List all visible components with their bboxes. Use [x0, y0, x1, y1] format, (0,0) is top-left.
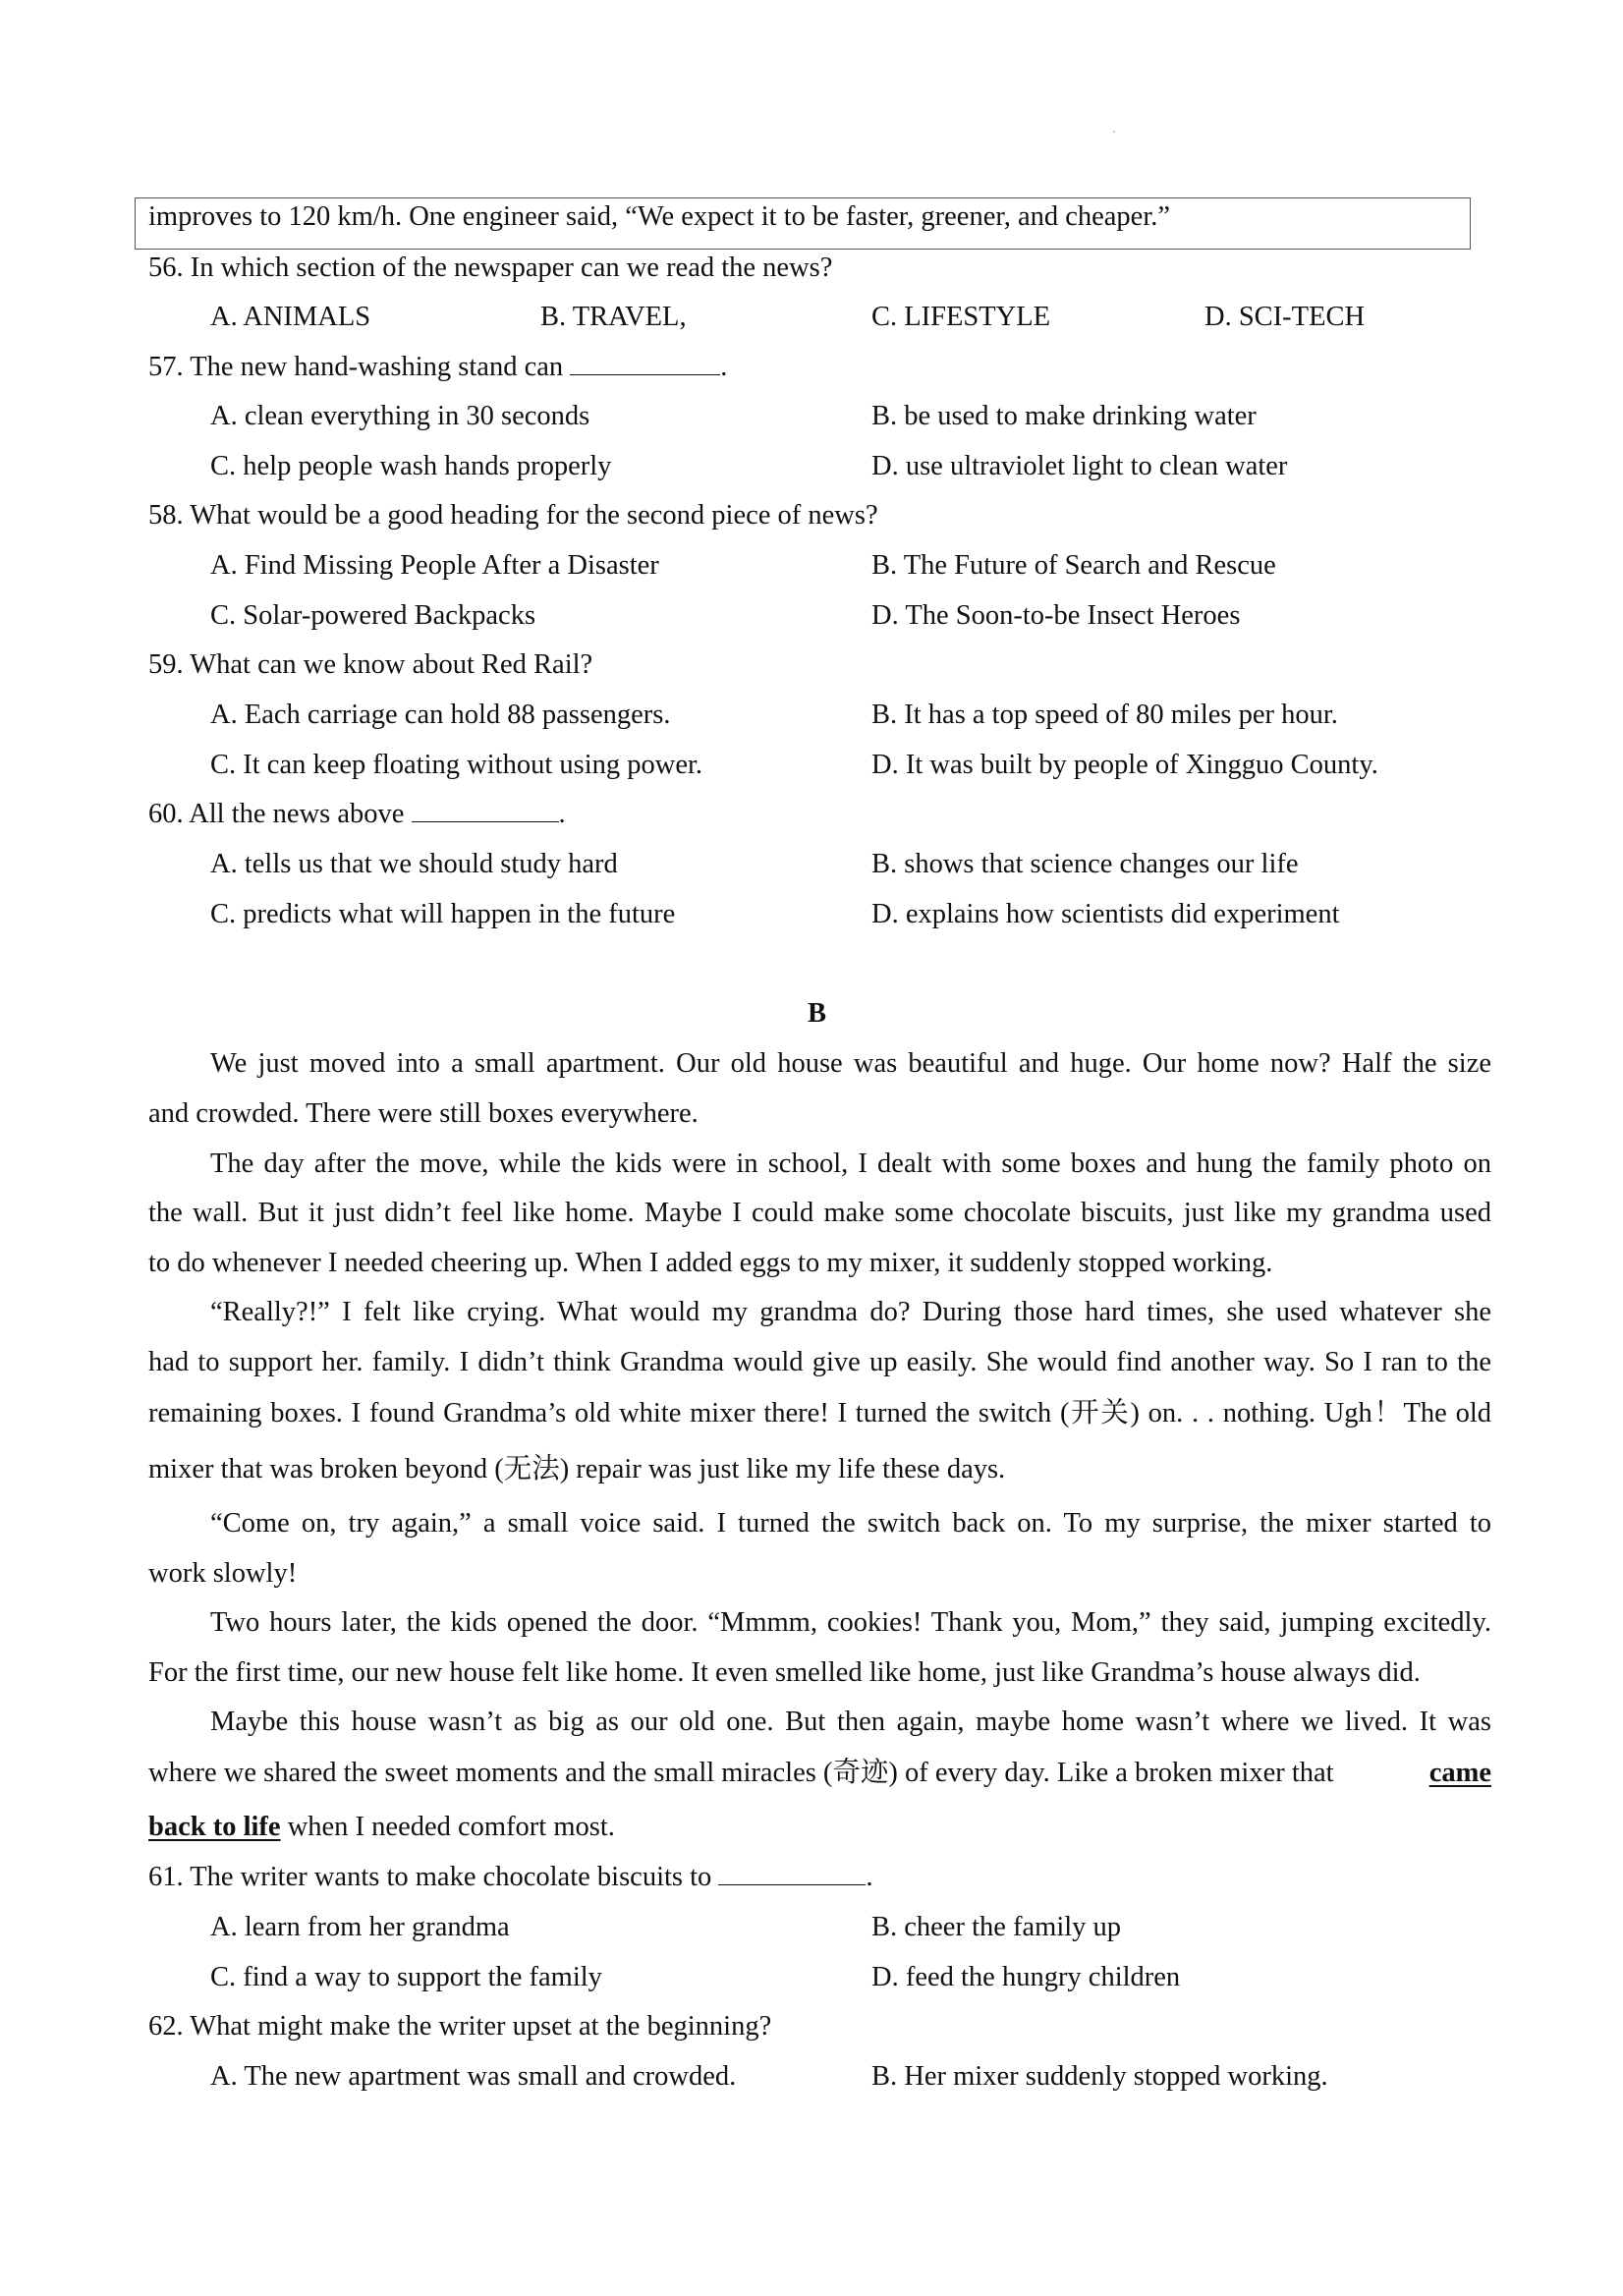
question-57-option-b: B. be used to make drinking water: [871, 401, 1257, 431]
question-61-option-a: A. learn from her grandma: [210, 1912, 510, 1942]
passage-line-4: the wall. But it just didn’t feel like home. Maybe I could make some chocolate biscuits, just like my grandma used: [148, 1198, 1491, 1228]
question-59-option-c: C. It can keep floating without using power.: [210, 750, 703, 780]
question-60-option-c: C. predicts what will happen in the future: [210, 899, 676, 929]
question-59-stem: 59. What can we know about Red Rail?: [148, 649, 593, 680]
news-box-text: improves to 120 km/h. One engineer said, “We expect it to be faster, greener, and cheaper.”: [148, 201, 1171, 232]
passage-line-1: We just moved into a small apartment. Our old house was beautiful and huge. Our home now? Half the size: [210, 1048, 1491, 1079]
question-58-option-b: B. The Future of Search and Rescue: [871, 550, 1276, 581]
question-60-stem: [148, 797, 566, 832]
question-58-option-a: A. Find Missing People After a Disaster: [210, 550, 659, 581]
question-58-option-c: C. Solar-powered Backpacks: [210, 600, 536, 631]
passage-line-15-text: where we shared the sweet moments and the small miracles (奇迹) of every day. Like a broken mixer that: [148, 1758, 1341, 1788]
section-heading: B: [808, 998, 827, 1029]
question-56-option-a: A. ANIMALS: [210, 302, 371, 332]
question-61-option-b: B. cheer the family up: [871, 1912, 1122, 1942]
question-56-option-d: D. SCI-TECH: [1204, 302, 1366, 332]
passage-line-9: mixer that was broken beyond (无法) repair was just like my life these days.: [148, 1454, 1006, 1484]
passage-line-5: to do whenever I needed cheering up. When I added eggs to my mixer, it suddenly stopped working.: [148, 1248, 1273, 1278]
question-59-option-a: A. Each carriage can hold 88 passengers.: [210, 700, 671, 730]
underlined-phrase-part-1: came: [1428, 1758, 1491, 1788]
passage-line-13: For the first time, our new house felt like home. It even smelled like home, just like Grandma’s house always did.: [148, 1657, 1421, 1688]
answer-blank: [718, 1861, 866, 1885]
question-56-option-c: C. LIFESTYLE: [871, 302, 1051, 332]
question-60-option-d: D. explains how scientists did experiment: [871, 899, 1340, 929]
question-57-stem: [148, 350, 727, 385]
passage-line-11: work slowly!: [148, 1558, 298, 1589]
passage-line-14: Maybe this house wasn’t as big as our old one. But then again, maybe home wasn’t where we lived. It was: [210, 1707, 1491, 1737]
question-60-option-a: A. tells us that we should study hard: [210, 849, 618, 879]
question-60-option-b: B. shows that science changes our life: [871, 849, 1299, 879]
passage-line-16: [148, 1810, 615, 1845]
underlined-phrase-part-2: back to life: [148, 1812, 281, 1842]
question-60-stem-text: 60. All the news above: [148, 799, 412, 829]
question-58-option-d: D. The Soon-to-be Insect Heroes: [871, 600, 1241, 631]
question-62-option-a: A. The new apartment was small and crowded.: [210, 2061, 737, 2092]
question-61-stem: [148, 1860, 873, 1895]
passage-line-2: and crowded. There were still boxes everywhere.: [148, 1098, 699, 1129]
scan-dot: [1113, 131, 1115, 133]
question-57-option-c: C. help people wash hands properly: [210, 451, 612, 481]
question-57-option-d: D. use ultraviolet light to clean water: [871, 451, 1288, 481]
question-59-option-b: B. It has a top speed of 80 miles per hour.: [871, 700, 1338, 730]
question-56-option-b: B. TRAVEL,: [540, 302, 687, 332]
passage-line-3: The day after the move, while the kids were in school, I dealt with some boxes and hung the family photo on: [210, 1148, 1491, 1179]
passage-line-16-text: when I needed comfort most.: [280, 1812, 615, 1842]
question-60-stem-end: .: [558, 799, 566, 829]
question-61-stem-end: .: [866, 1862, 873, 1892]
question-56-stem: 56. In which section of the newspaper can we read the news?: [148, 252, 833, 283]
passage-line-12: Two hours later, the kids opened the door. “Mmmm, cookies! Thank you, Mom,” they said, jumping excitedly.: [210, 1607, 1491, 1638]
answer-blank: [570, 351, 720, 375]
question-57-option-a: A. clean everything in 30 seconds: [210, 401, 590, 431]
question-61-option-c: C. find a way to support the family: [210, 1962, 602, 1992]
passage-line-7: had to support her. family. I didn’t think Grandma would give up easily. She would find another way. So I ran to the: [148, 1347, 1491, 1377]
question-61-option-d: D. feed the hungry children: [871, 1962, 1181, 1992]
question-61-stem-text: 61. The writer wants to make chocolate biscuits to: [148, 1862, 719, 1892]
passage-line-6: “Really?!” I felt like crying. What would my grandma do? During those hard times, she used whatever she: [210, 1297, 1491, 1327]
passage-line-15: [148, 1756, 1491, 1791]
question-57-stem-text: 57. The new hand-washing stand can: [148, 352, 571, 382]
question-59-option-d: D. It was built by people of Xingguo County.: [871, 750, 1378, 780]
question-62-option-b: B. Her mixer suddenly stopped working.: [871, 2061, 1328, 2092]
question-62-stem: 62. What might make the writer upset at the beginning?: [148, 2011, 772, 2042]
answer-blank: [412, 798, 559, 822]
question-58-stem: 58. What would be a good heading for the second piece of news?: [148, 500, 878, 531]
passage-line-10: “Come on, try again,” a small voice said. I turned the switch back on. To my surprise, the mixer started to: [210, 1508, 1491, 1539]
passage-line-8: remaining boxes. I found Grandma’s old white mixer there! I turned the switch (开关) on. . . nothing. Ugh！The old: [148, 1398, 1491, 1428]
question-57-stem-end: .: [720, 352, 728, 382]
